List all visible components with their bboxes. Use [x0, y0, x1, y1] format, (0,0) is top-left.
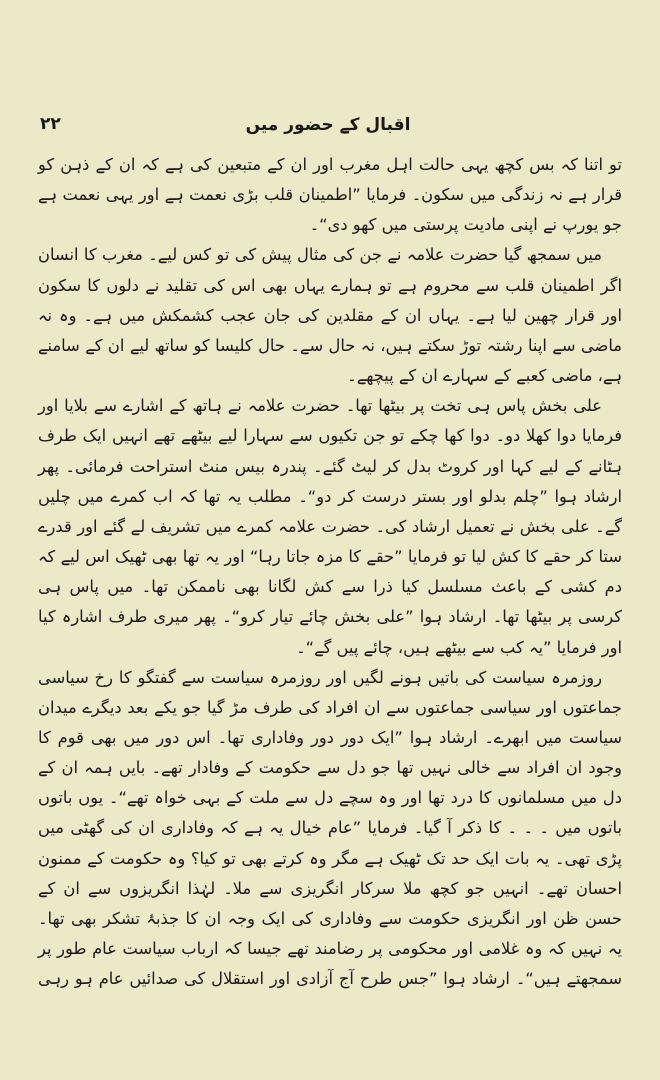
- page-header: [40, 114, 616, 138]
- paragraph: میں سمجھ گیا حضرت علامہ نے جن کی مثال پیش کی تو کس لیے۔ مغرب کا انسان اگر اطمینان قلب سے محروم ہے تو ہمارے یہاں بھی اس کی تقلید نے دلوں کا سکون اور قرار چھین لیا ہے۔ یہاں ان کے مقلدین کی جان عجب کشمکش میں ہے۔ وہ نہ ماضی سے اپنا رشتہ توڑ سکتے ہیں، نہ حال سے۔ حال کلیسا کو ساتھ لیے ان کے سامنے ہے، ماضی کعبے کے سہارے ان کے پیچھے۔: [38, 245, 622, 386]
- body-text: [38, 150, 622, 994]
- page-number: ٢٢: [40, 114, 61, 134]
- paragraph: علی بخش پاس ہی تخت پر بیٹھا تھا۔ حضرت علامہ نے ہاتھ کے اشارے سے بلایا اور فرمایا دوا کھلا دو۔ دوا کھا چکے تو جن تکیوں سے سہارا لیے بیٹھے تھے انہیں ایک طرف ہٹانے کے لیے کہا اور کروٹ بدل کر لیٹ گئے۔ پندرہ بیس منٹ استراحت فرمائی۔ پھر ارشاد ہوا ”چلم بدلو اور بستر درست کر دو“۔ مطلب یہ تھا کہ اب کمرے میں چلیں گے۔ علی بخش نے تعمیل ارشاد کی۔ حضرت علامہ کمرے میں تشریف لے گئے اور قدرے ستا کر حقے کا کش لیا تو فرمایا ”حقے کا مزہ جاتا رہا“ اور یہ تھا بھی ٹھیک اس لیے کہ دم کشی کے باعث مسلسل کیا ذرا سے کش لگانا بھی ناممکن تھا۔ میں پاس ہی کرسی پر بیٹھا تھا۔ ارشاد ہوا ”علی بخش چائے تیار کرو“۔ پھر میری طرف اشارہ کیا اور فرمایا ”یہ کب سے بیٹھے ہیں، چائے پیں گے“۔: [38, 396, 622, 657]
- running-title: اقبال کے حضور میں: [245, 115, 411, 135]
- paragraph: روزمرہ سیاست کی باتیں ہونے لگیں اور روزمرہ سیاست سے گفتگو کا رخ سیاسی جماعتوں اور سیاسی جماعتوں سے ان افراد کی طرف مڑ گیا جو یکے بعد دیگرے میدان سیاست میں ابھرے۔ ارشاد ہوا ”ایک دور دور وفاداری تھا۔ اس دور میں بھی قوم کا وجود ان افراد سے خالی نہیں تھا جو دل سے حکومت کے وفادار تھے۔ بایں ہمہ ان کے دل میں مسلمانوں کا درد تھا اور وہ سچے دل سے ملت کے بہی خواہ تھے“۔ یوں باتوں باتوں میں ۔ ۔ ۔ کا ذکر آ گیا۔ فرمایا ”عام خیال یہ ہے کہ وفاداری ان کی گھٹی میں پڑی تھی۔ یہ بات ایک حد تک ٹھیک ہے مگر وہ کرتے بھی تو کیا؟ وہ حکومت کے ممنون احسان تھے۔ انہیں جو کچھ ملا سرکار انگریزی سے ملا۔ لہٰذا انگریزوں سے ان کے حسن ظن اور انگریزی حکومت سے وفاداری کی ایک وجہ ان کا جذبۂ تشکر بھی تھا۔ یہ نہیں کہ وہ غلامی اور محکومی پر رضامند تھے جیسا کہ ارباب سیاست عام طور پر سمجھتے ہیں“۔ ارشاد ہوا ”جس طرح آج آزادی اور استقلال کی صدائیں عام ہو رہی: [38, 667, 622, 989]
- paragraph: تو اتنا کہ بس کچھ یہی حالت اہل مغرب اور ان کے متبعین کی ہے کہ ان کے ذہن کو قرار ہے نہ زندگی میں سکون۔ فرمایا ”اطمینان قلب بڑی نعمت ہے اور یہی نعمت ہے جو یورپ نے اپنی مادیت پرستی میں کھو دی“۔: [38, 155, 622, 235]
